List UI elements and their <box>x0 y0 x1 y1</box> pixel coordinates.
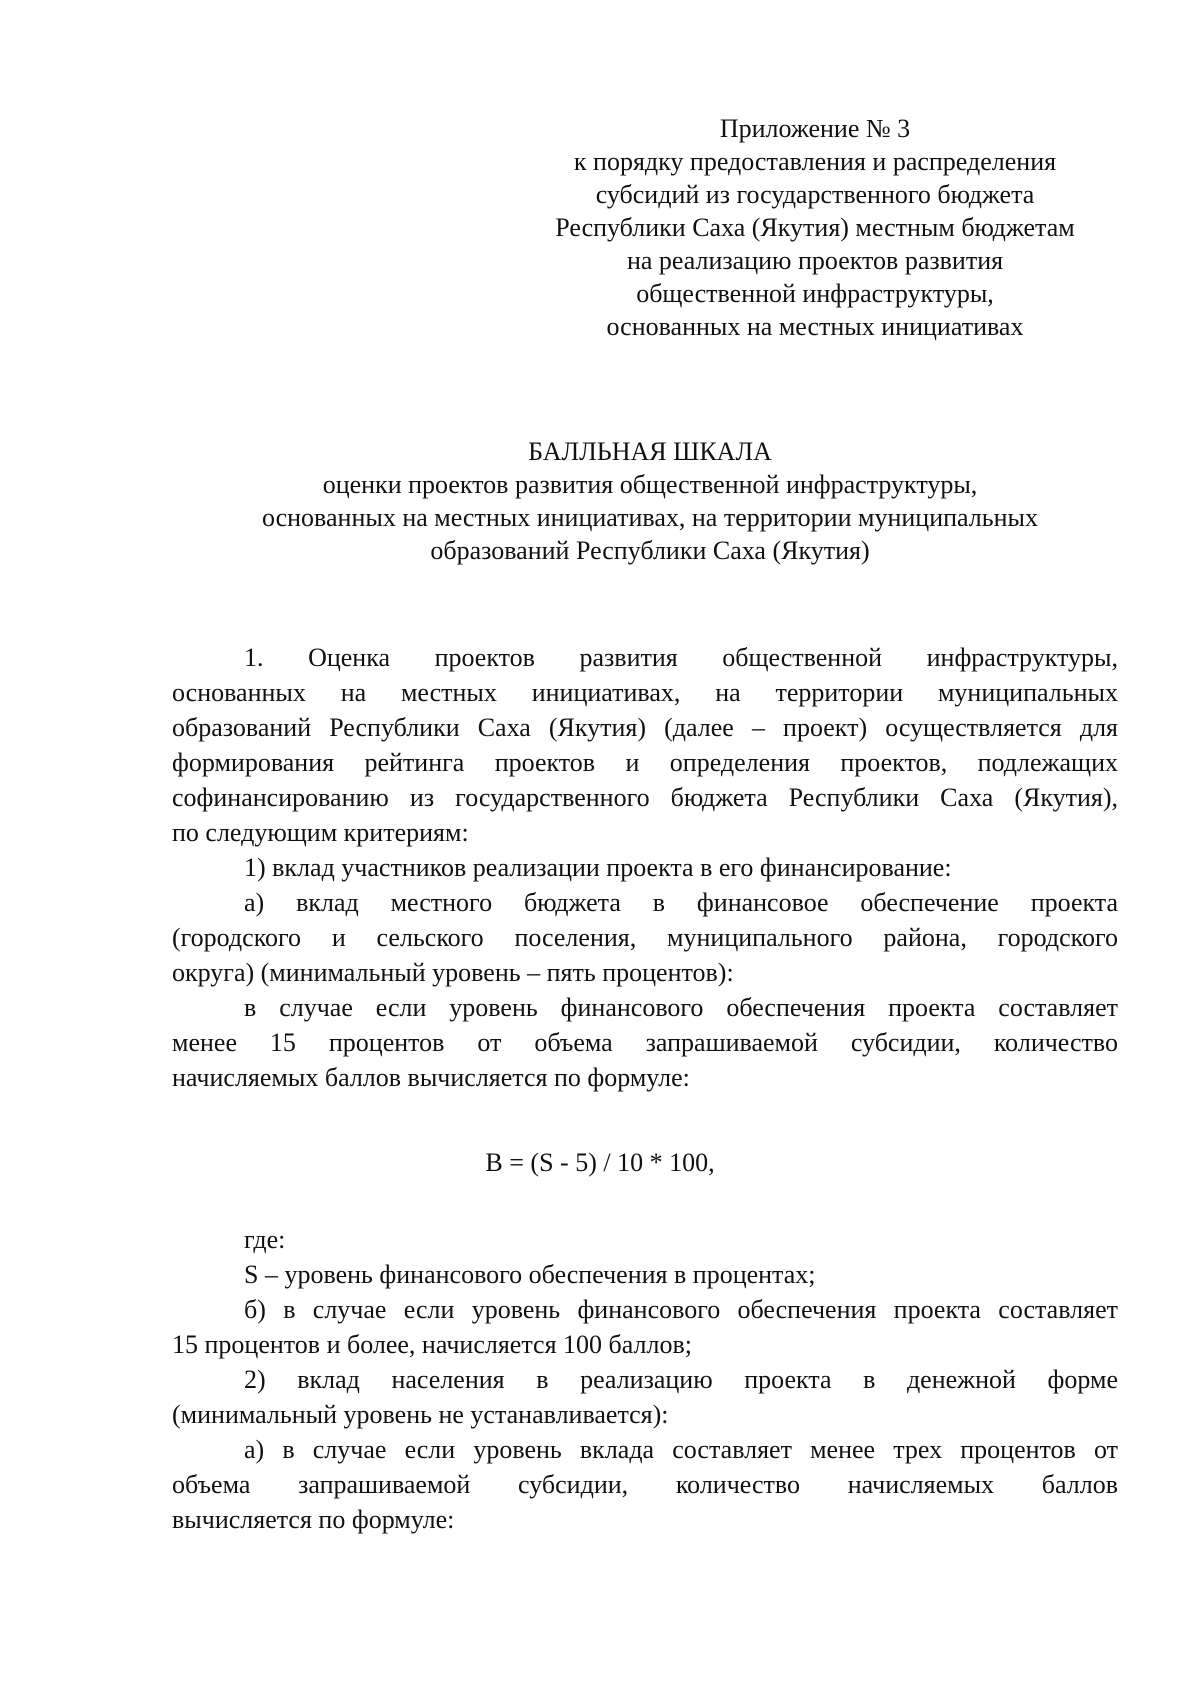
appendix-line: Республики Саха (Якутия) местным бюджетам <box>555 213 1075 242</box>
formula: B = (S - 5) / 10 * 100, <box>485 1148 715 1177</box>
text-line: а) в случае если уровень вклада составляет менее трех процентов от <box>244 1435 1118 1464</box>
text-line: по следующим критериям: <box>172 818 469 847</box>
paragraph-2 <box>172 850 1118 885</box>
appendix-line: субсидий из государственного бюджета <box>595 180 1035 209</box>
text-line: вычисляется по формуле: <box>172 1505 455 1534</box>
title-subline: образований Республики Саха (Якутия) <box>430 536 870 565</box>
document-body <box>172 640 1118 1095</box>
text-line: 2) вклад населения в реализацию проекта в денежной форме <box>244 1365 1118 1394</box>
paragraph-6 <box>172 1257 1118 1292</box>
appendix-line: к порядку предоставления и распределения <box>573 147 1057 176</box>
paragraph-3 <box>172 885 1118 990</box>
text-line: образований Республики Саха (Якутия) (далее – проект) осуществляется для <box>172 713 1118 742</box>
text-line: S – уровень финансового обеспечения в процентах; <box>244 1260 816 1289</box>
text-line: где: <box>244 1225 286 1254</box>
document-body-continued <box>172 1222 1118 1537</box>
text-line: в случае если уровень финансового обеспечения проекта составляет <box>244 993 1118 1022</box>
appendix-line: Приложение № 3 <box>719 114 911 143</box>
text-line: 1) вклад участников реализации проекта в его финансирование: <box>244 853 952 882</box>
title-subline: основанных на местных инициативах, на территории муниципальных <box>261 503 1039 532</box>
text-line: а) вклад местного бюджета в финансовое обеспечение проекта <box>244 888 1118 917</box>
document-title <box>170 435 1130 567</box>
text-line: 1. Оценка проектов развития общественной инфраструктуры, <box>244 643 1118 672</box>
text-line: начисляемых баллов вычисляется по формуле: <box>172 1063 690 1092</box>
paragraph-1 <box>172 640 1118 850</box>
text-line: б) в случае если уровень финансового обеспечения проекта составляет <box>244 1295 1118 1324</box>
paragraph-9 <box>172 1432 1118 1537</box>
title-heading: БАЛЛЬНАЯ ШКАЛА <box>528 437 772 466</box>
paragraph-4 <box>172 990 1118 1095</box>
appendix-line: общественной инфраструктуры, <box>636 279 994 308</box>
appendix-header <box>530 112 1100 343</box>
text-line: округа) (минимальный уровень – пять процентов): <box>172 958 734 987</box>
text-line: (городского и сельского поселения, муниципального района, городского <box>172 923 1118 952</box>
text-line: основанных на местных инициативах, на территории муниципальных <box>172 678 1118 707</box>
text-line: 15 процентов и более, начисляется 100 баллов; <box>172 1330 692 1359</box>
text-line: менее 15 процентов от объема запрашиваемой субсидии, количество <box>172 1028 1118 1057</box>
title-subline: оценки проектов развития общественной инфраструктуры, <box>322 470 978 499</box>
appendix-line: основанных на местных инициативах <box>606 312 1024 341</box>
text-line: софинансированию из государственного бюджета Республики Саха (Якутия), <box>172 783 1118 812</box>
text-line: формирования рейтинга проектов и определения проектов, подлежащих <box>172 748 1118 777</box>
paragraph-5 <box>172 1222 1118 1257</box>
text-line: объема запрашиваемой субсидии, количество начисляемых баллов <box>172 1470 1118 1499</box>
paragraph-7 <box>172 1292 1118 1362</box>
paragraph-8 <box>172 1362 1118 1432</box>
appendix-line: на реализацию проектов развития <box>626 246 1004 275</box>
text-line: (минимальный уровень не устанавливается): <box>172 1400 669 1429</box>
